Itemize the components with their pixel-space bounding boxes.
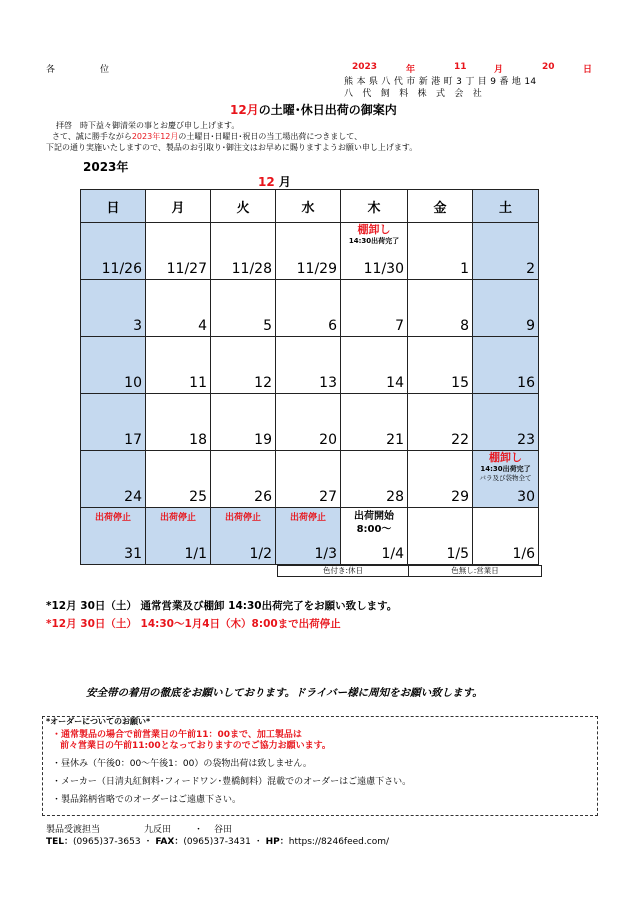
calendar-day-cell bbox=[408, 337, 473, 394]
day-number: 12 bbox=[254, 375, 272, 391]
shipping-stop-label: 出荷停止 bbox=[224, 513, 261, 523]
company-address: 熊 本 県 八 代 市 新 港 町 3 丁 目 9 番 地 14 bbox=[344, 77, 537, 87]
day-number: 1/1 bbox=[184, 546, 207, 562]
calendar-day-cell bbox=[341, 280, 408, 337]
day-number: 28 bbox=[386, 489, 404, 505]
calendar-day-cell bbox=[276, 451, 341, 508]
day-number: 18 bbox=[189, 432, 207, 448]
day-number: 11/30 bbox=[363, 261, 404, 277]
day-number: 31 bbox=[124, 546, 142, 562]
calendar-day-cell bbox=[473, 508, 539, 565]
order-notice-title: *オーダーについてのお願い* bbox=[46, 717, 151, 726]
calendar-day-cell bbox=[276, 508, 341, 565]
calendar-week-row bbox=[81, 394, 539, 451]
calendar-day-cell bbox=[81, 451, 146, 508]
calendar-day-cell bbox=[341, 394, 408, 451]
calendar-day-cell bbox=[81, 280, 146, 337]
calendar-day-cell bbox=[146, 451, 211, 508]
calendar-day-cell bbox=[81, 508, 146, 565]
inventory-note: 棚卸し 14:30出荷完了 bbox=[348, 223, 400, 245]
shipping-stop-label: 出荷停止 bbox=[289, 513, 326, 523]
calendar-day-cell bbox=[81, 394, 146, 451]
day-number: 11/26 bbox=[101, 261, 142, 277]
intro-line-1: 拝啓 時下益々御清栄の事とお慶び申し上げます。 bbox=[56, 121, 240, 130]
day-number: 6 bbox=[328, 318, 337, 334]
day-number: 14 bbox=[386, 375, 404, 391]
day-number: 24 bbox=[124, 489, 142, 505]
day-number: 16 bbox=[517, 375, 535, 391]
notice-2: *12月 30日（土） 14:30～1月4日（木）8:00まで出荷停止 bbox=[46, 618, 341, 630]
order-item-brand: ・製品銘柄省略でのオーダーはご遠慮下さい。 bbox=[52, 795, 242, 805]
day-number: 2 bbox=[526, 261, 535, 277]
calendar-day-cell bbox=[341, 337, 408, 394]
calendar-day-cell bbox=[408, 223, 473, 280]
day-number: 19 bbox=[254, 432, 272, 448]
order-item-lunch: ・昼休み（午後0：00～午後1：00）の袋物出荷は致しません。 bbox=[52, 759, 312, 769]
day-number: 1/6 bbox=[512, 546, 535, 562]
day-number: 29 bbox=[451, 489, 469, 505]
calendar-day-cell bbox=[276, 337, 341, 394]
calendar-day-cell bbox=[473, 337, 539, 394]
page-title: 12月の土曜･休日出荷の御案内 bbox=[230, 103, 397, 117]
calendar-month: 12 月 bbox=[258, 175, 291, 189]
day-number: 15 bbox=[451, 375, 469, 391]
day-number: 27 bbox=[319, 489, 337, 505]
day-number: 1/4 bbox=[381, 546, 404, 562]
shipping-stop-label: 出荷停止 bbox=[94, 513, 131, 523]
safety-notice: 安全帯の着用の徹底をお願いしております。ドライバー様に周知をお願い致します。 bbox=[86, 687, 483, 699]
calendar-day-cell bbox=[341, 223, 408, 280]
fax-number: (0965)37-3431 bbox=[183, 837, 251, 847]
calendar-week-row bbox=[81, 223, 539, 280]
company-name: 八 代 飼 料 株 式 会 社 bbox=[344, 89, 483, 99]
calendar-week-row bbox=[81, 508, 539, 565]
order-rule-line-2: 前々営業日の午前11:00となっておりますのでご協力お願います。 bbox=[60, 741, 331, 751]
day-number: 23 bbox=[517, 432, 535, 448]
weekday-mon: 月 bbox=[146, 190, 211, 223]
calendar-day-cell bbox=[408, 280, 473, 337]
day-number: 30 bbox=[517, 489, 535, 505]
calendar-day-cell bbox=[473, 394, 539, 451]
calendar-day-cell bbox=[408, 394, 473, 451]
calendar-day-cell bbox=[211, 451, 276, 508]
calendar-year: 2023年 bbox=[83, 160, 129, 174]
calendar-day-cell bbox=[146, 337, 211, 394]
weekday-thu: 木 bbox=[341, 190, 408, 223]
day-number: 1/2 bbox=[249, 546, 272, 562]
calendar-week-row bbox=[81, 280, 539, 337]
day-number: 25 bbox=[189, 489, 207, 505]
day-number: 11/27 bbox=[166, 261, 207, 277]
day-number: 8 bbox=[460, 318, 469, 334]
weekday-tue: 火 bbox=[211, 190, 276, 223]
contact-line: TEL：(0965)37-3653 ・ FAX：(0965)37-3431 ・ HP：https://8246feed.com/ bbox=[46, 837, 390, 847]
calendar-day-cell bbox=[341, 451, 408, 508]
calendar-day-cell bbox=[276, 394, 341, 451]
calendar-day-cell bbox=[473, 223, 539, 280]
day-number: 22 bbox=[451, 432, 469, 448]
calendar-week-row bbox=[81, 337, 539, 394]
day-number: 1 bbox=[460, 261, 469, 277]
day-number: 4 bbox=[198, 318, 207, 334]
intro-line-3: 下記の通り実施いたしますので、製品のお引取り･御注文はお早めに賜りますようお願い申し上げます。 bbox=[46, 143, 418, 152]
notice-1: *12月 30日（土） 通常営業及び棚卸 14:30出荷完了をお願い致します。 bbox=[46, 600, 398, 612]
inventory-note: 棚卸し 14:30出荷完了 バラ及び袋物全て bbox=[479, 451, 532, 482]
weekday-sun: 日 bbox=[81, 190, 146, 223]
day-number: 11 bbox=[189, 375, 207, 391]
day-number: 11/28 bbox=[231, 261, 272, 277]
addressee: 各 位 bbox=[46, 65, 110, 75]
calendar-day-cell bbox=[146, 394, 211, 451]
calendar-day-cell bbox=[408, 451, 473, 508]
shipping-stop-label: 出荷停止 bbox=[159, 513, 196, 523]
calendar-day-cell bbox=[473, 451, 539, 508]
weekday-sat: 土 bbox=[473, 190, 539, 223]
day-number: 20 bbox=[319, 432, 337, 448]
day-number: 3 bbox=[133, 318, 142, 334]
calendar-day-cell bbox=[408, 508, 473, 565]
calendar-day-cell bbox=[211, 280, 276, 337]
calendar-day-cell bbox=[211, 223, 276, 280]
website-link[interactable]: https://8246feed.com/ bbox=[288, 837, 390, 847]
legend-workday: 色無し:営業日 bbox=[408, 565, 542, 577]
weekday-wed: 水 bbox=[276, 190, 341, 223]
day-number: 21 bbox=[386, 432, 404, 448]
calendar-day-cell bbox=[81, 223, 146, 280]
intro-line-2: さて、誠に勝手ながら2023年12月の土曜日･日曜日･祝日の当工場出荷につきまして、 bbox=[52, 132, 363, 141]
day-number: 17 bbox=[124, 432, 142, 448]
day-number: 26 bbox=[254, 489, 272, 505]
calendar-day-cell bbox=[276, 280, 341, 337]
calendar-day-cell bbox=[81, 337, 146, 394]
weekday-header-row bbox=[81, 190, 539, 223]
order-rule-line-1: ・通常製品の場合で前営業日の午前11：00まで、加工製品は bbox=[52, 730, 302, 740]
day-number: 9 bbox=[526, 318, 535, 334]
day-number: 5 bbox=[263, 318, 272, 334]
day-number: 11/29 bbox=[296, 261, 337, 277]
calendar-day-cell bbox=[211, 337, 276, 394]
calendar-day-cell bbox=[146, 223, 211, 280]
day-number: 10 bbox=[124, 375, 142, 391]
day-number: 1/5 bbox=[446, 546, 469, 562]
day-number: 7 bbox=[395, 318, 404, 334]
calendar-day-cell bbox=[146, 508, 211, 565]
legend-holiday: 色付き:休日 bbox=[277, 565, 409, 577]
calendar-day-cell bbox=[276, 223, 341, 280]
calendar-day-cell bbox=[473, 280, 539, 337]
calendar-week-row bbox=[81, 451, 539, 508]
calendar-day-cell bbox=[146, 280, 211, 337]
weekday-fri: 金 bbox=[408, 190, 473, 223]
calendar-table bbox=[80, 189, 539, 565]
tel-number: (0965)37-3653 bbox=[73, 837, 141, 847]
calendar-day-cell bbox=[341, 508, 408, 565]
shipping-start-label: 出荷開始 8:00～ bbox=[354, 511, 394, 535]
calendar-day-cell bbox=[211, 508, 276, 565]
day-number: 13 bbox=[319, 375, 337, 391]
day-number: 1/3 bbox=[314, 546, 337, 562]
calendar-day-cell bbox=[211, 394, 276, 451]
order-item-maker: ・メーカー（日清丸紅飼料･フィードワン･豊橋飼料）混載でのオーダーはご遠慮下さい。 bbox=[52, 777, 412, 787]
